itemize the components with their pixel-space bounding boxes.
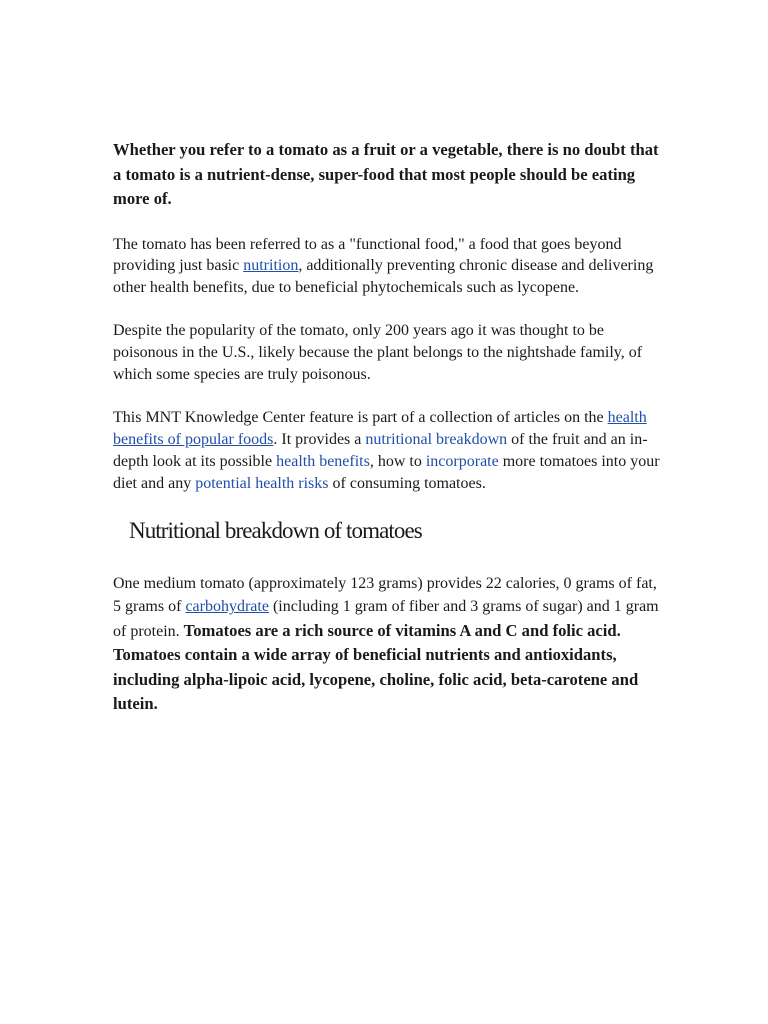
- bold-summary: Tomatoes are a rich source of vitamins A and C and folic acid. Tomatoes contain a wide array of beneficial nutrients and antioxidants, including alpha-lipoic acid, lycopene, choline, folic acid, beta-carotene and lutein.: [113, 620, 639, 714]
- nutrition-link[interactable]: nutrition: [243, 257, 299, 275]
- section-heading: Nutritional breakdown of tomatoes: [129, 517, 422, 543]
- text-span: (including 1 gram of fiber and 3 grams of sugar) and 1 gram of protein.: [113, 598, 659, 640]
- text-span: of consuming tomatoes.: [328, 474, 486, 492]
- history-paragraph: Despite the popularity of the tomato, only 200 years ago it was thought to be poisonous in the U.S., likely because the plant belongs to the nightshade family, of which some species are truly poisonous.: [113, 322, 643, 383]
- text-span: One medium tomato (approximately 123 grams) provides 22 calories, 0 grams of fat, 5 grams of: [113, 574, 657, 616]
- potential-health-risks-link[interactable]: potential health risks: [195, 474, 329, 492]
- functional-food-paragraph: [113, 234, 663, 299]
- health-benefits-popular-foods-link[interactable]: health benefits of popular foods: [113, 409, 647, 449]
- incorporate-link[interactable]: incorporate: [425, 452, 499, 470]
- text-span: . It provides a: [273, 431, 366, 449]
- text-span: , additionally preventing chronic disease and delivering other health benefits, due to beneficial phytochemicals such as lycopene.: [113, 257, 654, 297]
- intro-paragraph: Whether you refer to a tomato as a fruit or a vegetable, there is no doubt that a tomato is a nutrient-dense, super-food that most people should be eating more of.: [113, 140, 659, 208]
- text-span: , how to: [369, 452, 426, 470]
- text-span: The tomato has been referred to as a "functional food," a food that goes beyond providing just basic: [113, 235, 622, 275]
- nutritional-breakdown-link[interactable]: nutritional breakdown: [365, 431, 508, 449]
- nutrition-facts-paragraph: [113, 572, 663, 717]
- feature-paragraph: [113, 407, 663, 494]
- text-span: of the fruit and an in-depth look at its possible: [113, 431, 648, 470]
- article-body: [113, 138, 663, 717]
- text-span: more tomatoes into your diet and any: [113, 452, 660, 492]
- health-benefits-link[interactable]: health benefits: [276, 452, 370, 470]
- carbohydrate-link[interactable]: carbohydrate: [185, 598, 269, 616]
- text-span: This MNT Knowledge Center feature is part of a collection of articles on the: [113, 409, 608, 427]
